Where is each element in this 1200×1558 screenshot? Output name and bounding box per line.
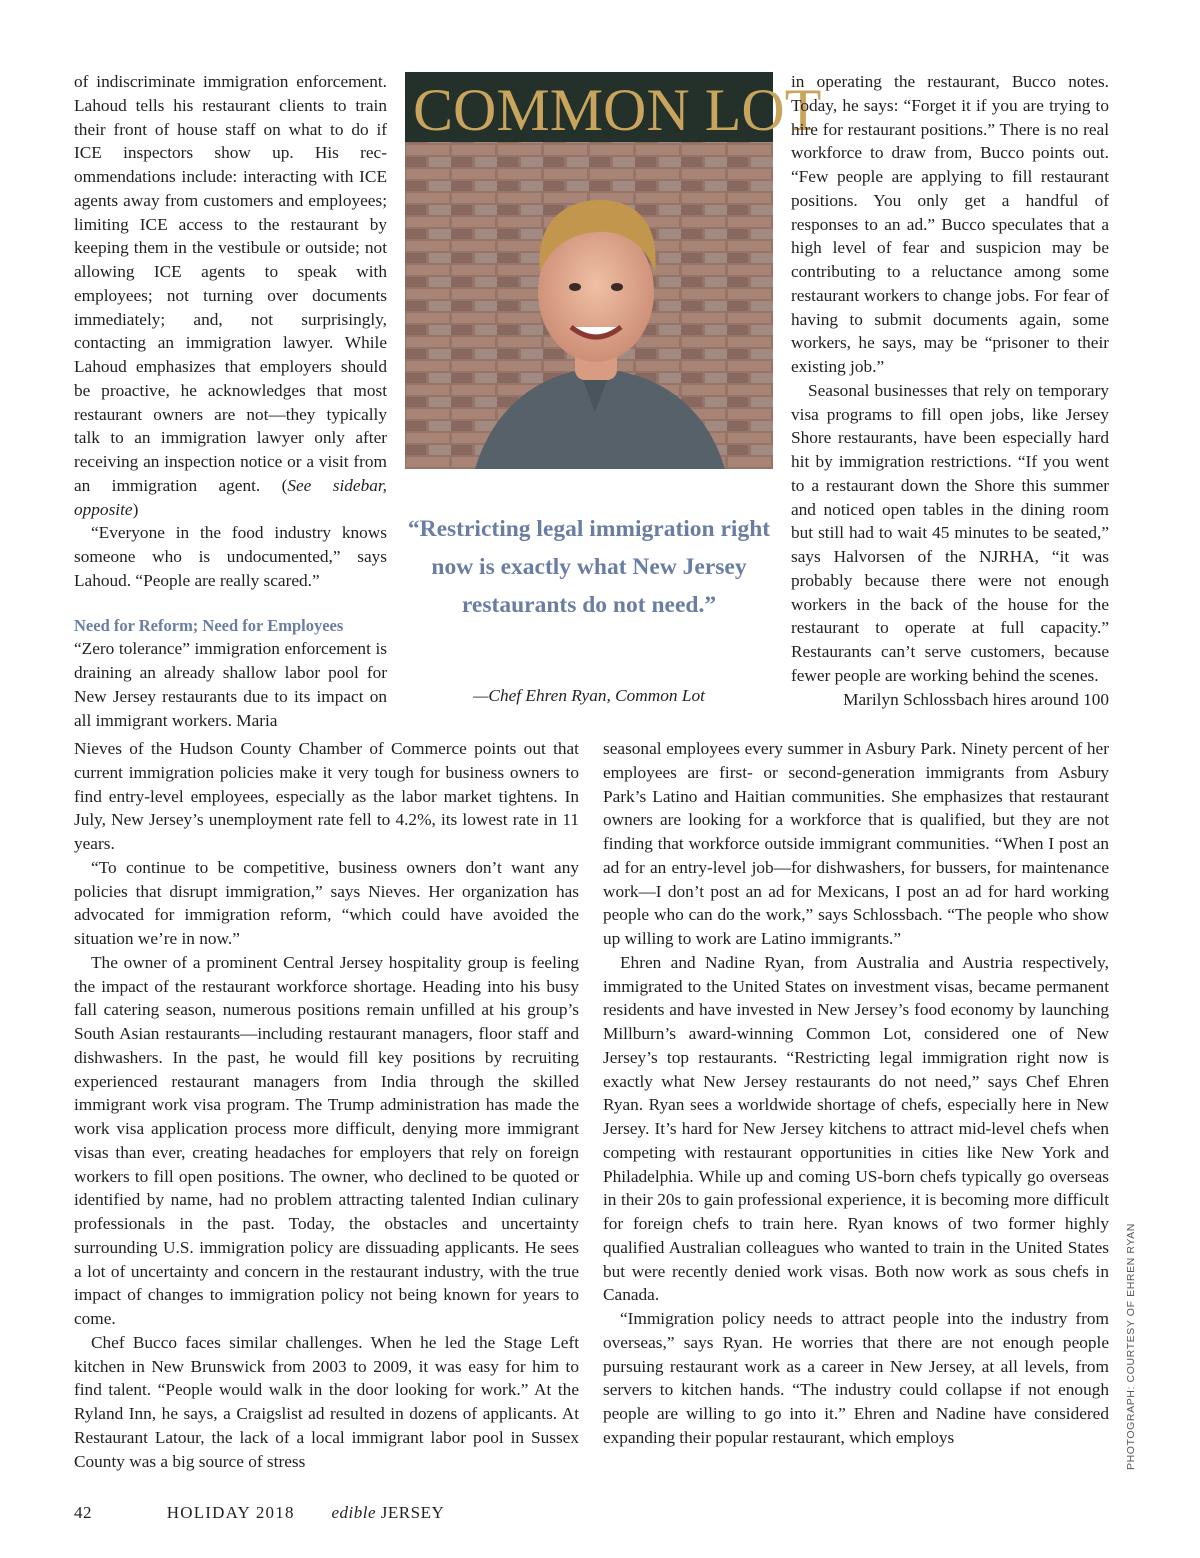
page-footer (74, 1503, 444, 1523)
body-paragraph: of indiscriminate immigration enforcement. Lahoud tells his restaurant clients to train their front of house staff on what to do if ICE inspectors show up. His recommendations include: interacting with ICE agents away from customers and employees; limiting ICE access to the restaurant by keeping them in the vestibule or outside; not allowing ICE agents to speak with employees; not turning over documents immediately; and, not surprisingly, contacting an immigration lawyer. While Lahoud emphasizes that employers should be proactive, he acknowledges that most restaurant owners are not—they typically talk to an immigration lawyer only after receiving an inspection notice or a visit from an immigration agent. (See sidebar, opposite) (74, 72, 387, 519)
body-paragraph: “Immigration policy needs to attract people into the industry from overseas,” says Ryan. He worries that there are not enough people pursuing restaurant work as a career in New Jersey, at all levels, from servers to kitchen hands. “The industry could collapse if not enough people are willing to go into it.” Ehren and Nadine have considered expanding their popular restaurant, which employs (603, 1309, 1109, 1447)
right-column (791, 70, 1109, 711)
sidebar-reference: See sidebar, opposite (74, 475, 387, 519)
left-column (74, 70, 387, 732)
issue-label: HOLIDAY 2018 (166, 1503, 295, 1522)
body-paragraph: “To continue to be competitive, business owners don’t want any policies that disrupt immigration,” says Nieves. Her organization has advocated for immigration reform, “which could have avoided the situation we’re in now.” (74, 857, 579, 948)
body-paragraph: Marilyn Schlossbach hires around 100 (843, 689, 1109, 709)
photo-illustration (405, 72, 822, 469)
section-subhead: Need for Reform; Need for Employees (74, 615, 344, 635)
body-paragraph: seasonal employees every summer in Asbury Park. Ninety percent of her employees are first- or second-generation immigrants from Asbury Park’s Latino and Haitian communities. She emphasizes that restaurant owners are looking for a workforce that is qualified, but they are not finding that workforce outside immigrant communities. “When I post an ad for an entry-level job—for dishwashers, for bussers, for maintenance work—I don’t post an ad for Mexicans, I post an ad for hard working people who can do the work,” says Schlossbach. “The people who show up willing to work are Latino immigrants.” (603, 739, 1109, 948)
photo-credit: PHOTOGRAPH: COURTESY OF EHREN RYAN (1125, 1223, 1137, 1470)
right-wide-column (603, 737, 1109, 1450)
body-paragraph: The owner of a prominent Central Jersey hospitality group is feeling the impact of the restaurant workforce shortage. Heading into his busy fall catering season, numerous positions remain unfilled at his group’s South Asian restaurants—including restaurant managers, floor staff and dishwashers. In the past, he would fill key positions by recruiting experienced restaurant managers from India through the skilled immigrant work visa program. The Trump administration has made the work visa application process more difficult, denying more immigrant visas than ever, creating headaches for employers that rely on foreign workers to fill open positions. The owner, who declined to be quoted or identified by name, had no problem attracting talented Indian culinary professionals in the past. Today, the obstacles and uncertainty surrounding U.S. immigration policy are dissuading applicants. He sees a lot of uncertainty and concern in the restaurant industry, with the true impact of changes to immigration policy not being known for years to come. (74, 952, 579, 1328)
body-paragraph: “Everyone in the food industry knows someone who is undocumented,” says Lahoud. “People are really scared.” (74, 523, 387, 590)
body-paragraph: “Zero tolerance” immigration enforcement is draining an already shallow labor pool for New Jersey restaurants due to its impact on all immigrant workers. Maria (74, 639, 387, 730)
pull-quote-attribution: —Chef Ehren Ryan, Common Lot (473, 686, 705, 705)
left-wide-column (74, 737, 579, 1473)
pull-quote: “Restricting legal immigration right now is exactly what New Jersey restaurants do not need.” (407, 516, 771, 618)
body-paragraph: Ehren and Nadine Ryan, from Australia and Austria respectively, immigrated to the United States on investment visas, became permanent residents and have invested in New Jersey’s food economy by launching Millburn’s award-winning Common Lot, considered one of New Jersey’s top restaurants. “Restricting legal immigration right now is exactly what New Jersey restaurants do not need,” says Chef Ehren Ryan. Ryan sees a worldwide shortage of chefs, especially here in New Jersey. It’s hard for New Jersey kitchens to attract mid-level chefs when competing with restaurant opportunities in cities like New York and Philadelphia. While up and coming US-born chefs typically go overseas in their 20s to gain professional experience, it is becoming more difficult for foreign chefs to train here. Ryan knows of two former highly qualified Australian colleagues who wanted to train in the United States but were recently denied work visas. Both now work as sous chefs in Canada. (603, 952, 1109, 1305)
body-paragraph: in operating the restaurant, Bucco notes. Today, he says: “Forget it if you are trying to hire for restaurant positions.” There is no real workforce to draw from, Bucco points out. “Few people are applying to fill restaurant positions. You only get a handful of responses to an ad.” Bucco speculates that a high level of fear and suspicion may be contributing to a reluctance among some restaurant workers to change jobs. For fear of having to submit documents again, some workers, he says, may be “prisoner to their existing job.” (791, 72, 1109, 376)
chef-portrait-photo (405, 72, 822, 469)
publication-name: JERSEY (380, 1503, 445, 1522)
body-paragraph: Nieves of the Hudson County Chamber of Commerce points out that current immigration policies make it very tough for business owners to find entry-level employees, especially as the labor market tightens. In July, New Jersey’s unemployment rate fell to 4.2%, its lowest rate in 11 years. (74, 739, 579, 853)
body-paragraph: Chef Bucco faces similar challenges. When he led the Stage Left kitchen in New Brunswick from 2003 to 2009, it was easy for him to find talent. “People would walk in the door looking for work.” At the Ryland Inn, he says, a Craigslist ad resulted in dozens of applicants. At Restaurant Latour, the lack of a local immigrant labor pool in Sussex County was a big source of stress (74, 1332, 579, 1471)
body-paragraph: Seasonal businesses that rely on temporary visa programs to fill open jobs, like Jersey Shore restaurants, have been especially hard hit by immigration restrictions. “If you went to a restaurant down the Shore this summer and noticed open tables in the dining room but still had to wait 45 minutes to be seated,” says Halvorsen of the NJRHA, “it was probably because there were not enough workers in the back of the house for the restaurant to operate at full capacity.” Restaurants can’t serve customers, because fewer people are working behind the scenes. (791, 380, 1109, 685)
sign-lettering: COMMON LOT (413, 77, 822, 143)
page-number: 42 (74, 1503, 92, 1522)
publication-name-italic: edible (331, 1503, 377, 1522)
